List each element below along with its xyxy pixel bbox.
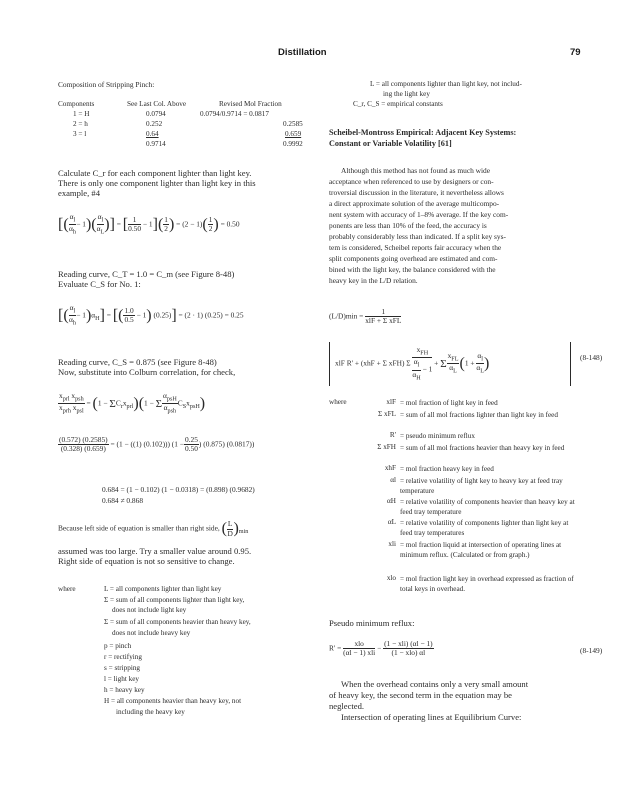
para-line: split components going overhead are estimated and com- xyxy=(329,254,498,263)
def-line: including the heavy key xyxy=(116,708,185,716)
assumed-line: assumed was too large. Try a smaller value around 0.95. xyxy=(58,546,252,556)
table-cell: 0.0794 xyxy=(146,110,166,118)
section-heading: Constant or Variable Volatility [61] xyxy=(329,139,452,148)
table-cell: 0.9714 xyxy=(146,140,166,148)
definition-text: = mol fraction liquid at intersection of operating lines at minimum reflux. (Calculated or from graph.) xyxy=(400,541,562,560)
definition-symbol: αL xyxy=(387,518,396,526)
def-line: h = heavy key xyxy=(104,686,145,694)
definition-symbol: Σ xFL xyxy=(378,410,396,418)
para2-line: When the overhead contains only a very small amount xyxy=(341,679,529,689)
table-cell: 0.9992 xyxy=(283,140,303,148)
definition-text: = pseudo minimum reflux xyxy=(400,432,475,440)
equation-result-1: 0.684 = (1 − 0.102) (1 − 0.0318) = (0.898) (0.9682) xyxy=(102,485,255,494)
definition-symbol: αl xyxy=(390,476,396,484)
page-number: 79 xyxy=(570,47,581,58)
definition-text: = relative volatility of components lighter than light key at feed tray temperatures xyxy=(400,519,569,538)
equation-cs: [( $\frac{\alpha_l}{\alpha_h}$ − $1)\alpha_H$] = [( $\frac{1.0}{0.5}$ − 1) (0.25)] = (2 · 1) (0.25) = 0.25 xyxy=(58,303,244,327)
definition-text: = mol fraction heavy key in feed xyxy=(400,465,494,473)
definition-text: = sum of all mol fractions heavier than heavy key in feed xyxy=(400,444,565,452)
def-line: p = pinch xyxy=(104,642,132,650)
equation-substituted: $\frac{(0.572) (0.2585)}{(0.328) (0.659)}$ = (1 − ((1) (0.102))) (1 − $\frac{0.25}{0.50}$ ) (0.875) (0.0817)) xyxy=(59,435,255,454)
table-title: Composition of Stripping Pinch: xyxy=(58,80,155,89)
table-header-revised: Revised Mol Fraction xyxy=(219,100,282,108)
table-cell: 0.659 xyxy=(285,130,302,138)
intersection-label: Intersection of operating lines at Equilibrium Curve: xyxy=(341,712,522,722)
table-cell: 0.2585 xyxy=(283,120,303,128)
def-line: r = rectifying xyxy=(104,653,142,661)
equation-8-149: R' = $\frac{\text{xlo}}{\text{(αl − 1) xli}}$ − $\frac{\text{(1 − xli) (αl − 1)}}{\text{(1 − xlo) αl}}$ xyxy=(329,639,433,658)
para2-line: neglected. xyxy=(329,701,365,711)
def-line: L = all components lighter than light key xyxy=(104,585,222,593)
top-def-line: ing the light key xyxy=(383,90,430,98)
def-line: Σ = sum of all components lighter than light key, xyxy=(104,596,245,604)
def-line: does not include light key xyxy=(112,606,187,614)
para-line: troversial discussion in the literature, it nevertheless allows xyxy=(329,188,504,197)
where-label: where xyxy=(58,585,76,593)
equation-result-2: 0.684 ≠ 0.868 xyxy=(102,496,144,505)
equation-cr: [( $\frac{\alpha_l}{\alpha_h}$ − 1)( $\frac{\alpha_l}{\alpha_L}$ )] = [ $\frac{1}{0.50}$ − 1]( $\frac{1}{2}$ ) = (2 − 1)( $\frac{1}{2}$ ) = 0.50 xyxy=(58,212,240,236)
definition-symbol: xli xyxy=(388,540,396,548)
calc-para-line: example, #4 xyxy=(58,188,100,198)
calc-para-line: Calculate C_r for each component lighter than light key. xyxy=(58,168,252,178)
equation-8-148-lhs: (L/D)min = $\frac{1}{\text{xlF + Σ xFL}}$ xyxy=(329,307,402,326)
running-header: Distillation xyxy=(278,47,327,58)
definition-symbol: xlo xyxy=(386,574,396,582)
table-cell: 0.0794/0.9714 = 0.0817 xyxy=(200,110,269,118)
def-line: Σ = sum of all components heavier than heavy key, xyxy=(104,618,251,626)
table-cell: 0.252 xyxy=(146,120,163,128)
table-cell: 3 = l xyxy=(73,130,87,138)
definition-text: = mol fraction light key in overhead expressed as fraction of total keys in overhead. xyxy=(400,575,574,594)
para-line: heavy key in the L/D relation. xyxy=(329,276,418,285)
table-cell: 0.64 xyxy=(146,130,159,138)
definition-text: = mol fraction of light key in feed xyxy=(400,399,498,407)
definition-text: = relative volatility of components heavier than heavy key at feed tray temperature xyxy=(400,498,575,517)
para-line: Although this method has not found as much wide xyxy=(341,166,491,175)
def-line: l = light key xyxy=(104,675,139,683)
reading-curve-2: Reading curve, C_S = 0.875 (see Figure 8-48) xyxy=(58,357,217,367)
pseudo-label: Pseudo minimum reflux: xyxy=(329,618,415,628)
definition-text: = sum of all mol fractions lighter than light key in feed xyxy=(400,411,558,419)
definition-symbol: R' xyxy=(389,431,396,439)
evaluate-cs: Evaluate C_S for No. 1: xyxy=(58,279,141,289)
definition-symbol: αH xyxy=(387,497,396,505)
table-header-see-last: See Last Col. Above xyxy=(127,100,187,108)
definition-text: = relative volatility of light key to heavy key at feed tray temperature xyxy=(400,477,563,496)
para-line: a direct approximate solution of the average multicompo- xyxy=(329,199,500,208)
para2-line: of heavy key, the second term in the equation may be xyxy=(329,690,512,700)
para-line: bined with the light key, the balance considered with the xyxy=(329,265,496,274)
where-label: where xyxy=(329,398,347,406)
definition-symbol: xhF xyxy=(384,464,396,472)
equation-label-8-148: (8-148) xyxy=(580,353,603,362)
equation-label-8-149: (8-149) xyxy=(580,646,603,655)
definition-symbol: xlF xyxy=(386,398,396,406)
calc-para-line: There is only one component lighter than light key in this xyxy=(58,178,256,188)
table-cell: 2 = h xyxy=(73,120,88,128)
top-def-line: L = all components lighter than light key, not includ- xyxy=(370,80,522,88)
top-def-line: C_r, C_S = empirical constants xyxy=(353,100,443,108)
assumed-line: Right side of equation is not so sensitive to change. xyxy=(58,556,235,566)
para-line: nent system with accuracy of 1–8% average. If the key com- xyxy=(329,210,509,219)
equation-8-148-body: xlF R' + (xhF + Σ xFH) Σ $x_{FH}$ $\frac{\alpha_l}{\alpha_H}$ − 1 + Σ $\frac{x_{FL}}{\alpha_L}$ (1 + $\frac{\alpha_l}{\alpha_L}$ ) xyxy=(329,342,571,386)
table-header-components: Components xyxy=(58,100,95,108)
definition-symbol: Σ xFH xyxy=(377,443,396,451)
def-line: does not include heavy key xyxy=(112,629,191,637)
because-line: Because left side of equation is smaller than right side, ( $\frac{L}{D}$ )$_{min}$ xyxy=(58,519,249,538)
colburn-intro: Now, substitute into Colburn correlation, for check, xyxy=(58,367,236,377)
para-line: ponents are less than 10% of the feed, the accuracy is xyxy=(329,221,487,230)
section-heading: Scheibel-Montross Empirical: Adjacent Key Systems: xyxy=(329,128,517,137)
para-line: acceptance when referenced to use by designers or con- xyxy=(329,177,494,186)
para-line: probably considerably less than indicated. If a split key sys- xyxy=(329,232,506,241)
def-line: H = all components heavier than heavy key, not xyxy=(104,697,242,705)
equation-colburn: $\frac{x_{prl} x_{psh}}{x_{prh} x_{psl}}$ = $(1 - \Sigma C_rx_{prl})(1 - \Sigma$ $\frac{\alpha_{psH}}{\alpha_{psh}}$ $C_Sx_{psH}$) xyxy=(59,391,206,415)
table-cell: 1 = H xyxy=(73,110,90,118)
reading-curve-1: Reading curve, C_T = 1.0 = C_m (see Figure 8-48) xyxy=(58,269,235,279)
def-line: s = stripping xyxy=(104,664,141,672)
para-line: tem is considered, Scheibel reports fair accuracy when the xyxy=(329,243,502,252)
